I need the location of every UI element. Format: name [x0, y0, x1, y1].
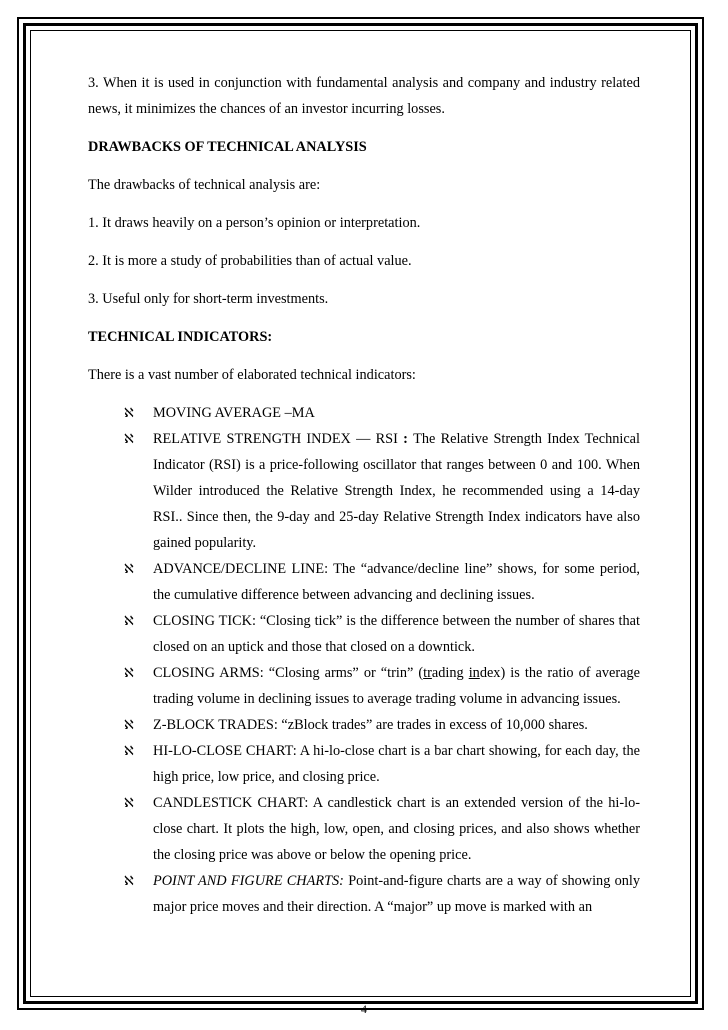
document-body [88, 70, 640, 920]
list-item-moving-average [88, 400, 640, 426]
indicator-text: dex) is the ratio of average trading volume in declining issues to average trading volume in advancing issues. [153, 665, 641, 707]
indicator-title: RELATIVE STRENGTH INDEX — RSI [153, 431, 398, 447]
bullet-icon: ℵ [124, 665, 134, 680]
indicator-list [88, 400, 640, 920]
list-item-closing-tick [88, 608, 640, 660]
list-item-hi-lo-close [88, 738, 640, 790]
indicator-text: ading [431, 665, 469, 681]
paragraph-advantage-3: 3. When it is used in conjunction with fundamental analysis and company and industry related news, it minimizes the chances of an investor incurring losses. [88, 75, 640, 117]
indicator-text: HI-LO-CLOSE CHART: A hi-lo-close chart is a bar chart showing, for each day, the high price, low price, and closing price. [153, 743, 640, 785]
heading-drawbacks: DRAWBACKS OF TECHNICAL ANALYSIS [88, 139, 367, 155]
list-item-zblock-trades [88, 712, 640, 738]
underlined-text: tr [423, 665, 432, 681]
indicator-colon: : [397, 431, 414, 447]
indicator-text: The Relative Strength Index Technical Indicator (RSI) is a price-following oscillator that ranges between 0 and 100. When Wilder introduced the Relative Strength Index, he recommended using a 14-day RSI.. Since then, the 9-day and 25-day Relative Strength Index indicators have also gained popularity. [153, 431, 641, 551]
drawback-3: 3. Useful only for short-term investments. [88, 291, 329, 307]
bullet-icon: ℵ [124, 717, 134, 732]
indicator-text: MOVING AVERAGE –MA [153, 405, 315, 421]
bullet-icon: ℵ [124, 561, 134, 576]
bullet-icon: ℵ [124, 743, 134, 758]
bullet-icon: ℵ [124, 873, 134, 888]
list-item-point-and-figure [88, 868, 640, 920]
indicator-text: CLOSING ARMS: “Closing arms” or “trin” ( [153, 665, 424, 681]
list-item-candlestick [88, 790, 640, 868]
list-item-closing-arms [88, 660, 640, 712]
indicator-text: Point-and-figure charts are a way of showing only major price moves and their direction. A “major” up move is marked with an [153, 873, 641, 915]
indicator-text: CLOSING TICK: “Closing tick” is the difference between the number of shares that closed on an uptick and those that closed on a downtick. [153, 613, 640, 655]
page-number: 4 [361, 1002, 367, 1016]
bullet-icon: ℵ [124, 405, 134, 420]
underlined-text: in [468, 665, 480, 681]
indicator-title: POINT AND FIGURE CHARTS: [153, 873, 344, 889]
bullet-icon: ℵ [124, 431, 134, 446]
drawbacks-intro: The drawbacks of technical analysis are: [88, 177, 321, 193]
drawback-1: 1. It draws heavily on a person’s opinion or interpretation. [88, 215, 421, 231]
list-item-advance-decline [88, 556, 640, 608]
indicator-text: CANDLESTICK CHART: A candlestick chart is an extended version of the hi-lo-close chart. It plots the high, low, open, and closing prices, and also shows whether the closing price was above or below the opening price. [153, 795, 640, 863]
bullet-icon: ℵ [124, 613, 134, 628]
indicator-text: ADVANCE/DECLINE LINE: The “advance/decline line” shows, for some period, the cumulative difference between advancing and declining issues. [153, 561, 640, 603]
list-item-rsi [88, 426, 640, 556]
bullet-icon: ℵ [124, 795, 134, 810]
heading-technical-indicators: TECHNICAL INDICATORS: [88, 329, 273, 345]
indicator-text: Z-BLOCK TRADES: “zBlock trades” are trades in excess of 10,000 shares. [153, 717, 588, 733]
drawback-2: 2. It is more a study of probabilities than of actual value. [88, 253, 412, 269]
indicators-intro: There is a vast number of elaborated technical indicators: [88, 367, 416, 383]
